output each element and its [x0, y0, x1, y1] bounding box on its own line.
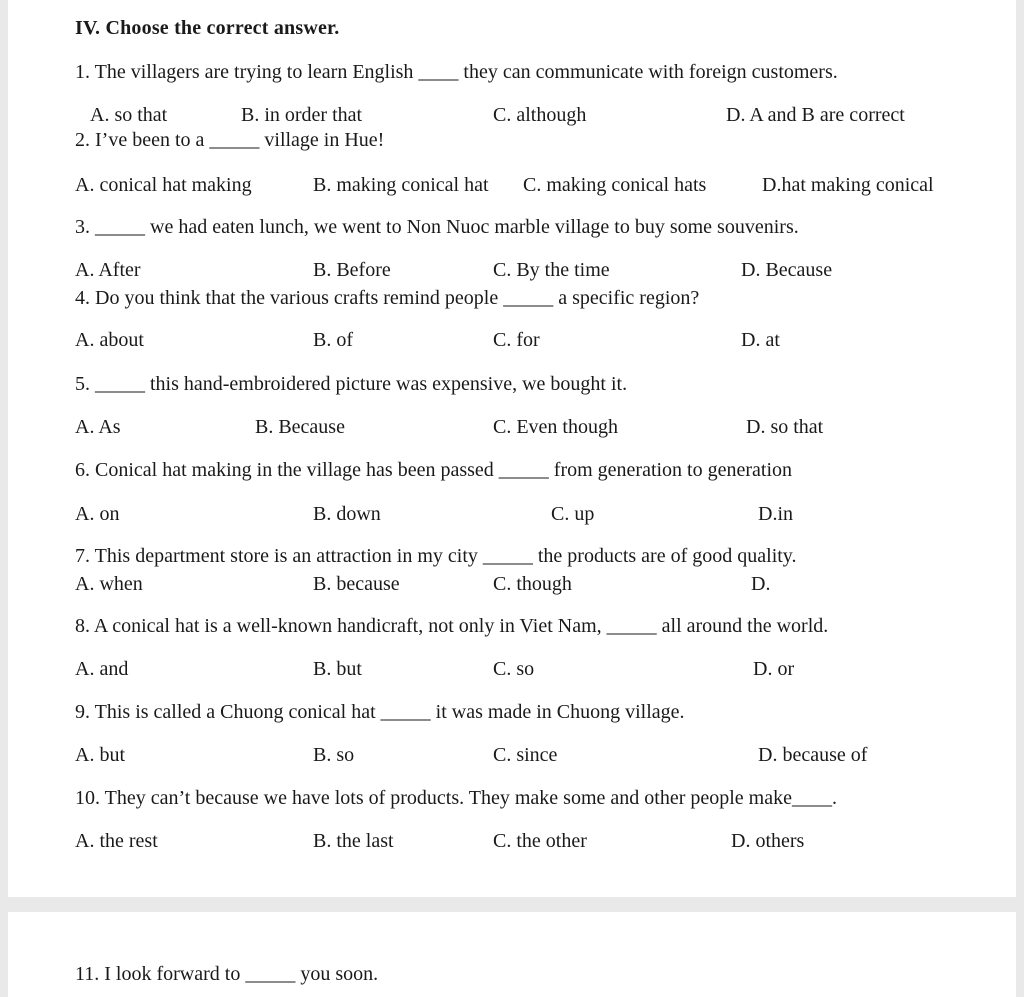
q4-option-b: B. of: [313, 329, 353, 351]
q2-option-b: B. making conical hat: [313, 174, 489, 196]
q1-option-c: C. although: [493, 104, 587, 126]
q10-option-b: B. the last: [313, 830, 394, 852]
q1-option-d: D. A and B are correct: [726, 104, 905, 126]
q7-option-d: D.: [751, 573, 771, 595]
q2-option-d: D.hat making conical: [762, 174, 934, 196]
q3-option-a: A. After: [75, 259, 141, 281]
q5-option-d: D. so that: [746, 416, 824, 438]
q10-option-a: A. the rest: [75, 830, 158, 852]
question-10: 10. They can’t because we have lots of products. They make some and other people make____.: [75, 787, 837, 809]
q3-option-c: C. By the time: [493, 259, 610, 281]
question-8: 8. A conical hat is a well-known handicraft, not only in Viet Nam, _____ all around the world.: [75, 615, 829, 637]
q2-option-c: C. making conical hats: [523, 174, 707, 196]
q5-option-b: B. Because: [255, 416, 345, 438]
q8-option-b: B. but: [313, 658, 362, 680]
q3-option-d: D. Because: [741, 259, 833, 281]
q7-option-b: B. because: [313, 573, 400, 595]
q10-option-c: C. the other: [493, 830, 587, 852]
q5-option-a: A. As: [75, 416, 121, 438]
worksheet-page-1: [8, 0, 1016, 897]
question-9: 9. This is called a Chuong conical hat _____ it was made in Chuong village.: [75, 701, 685, 723]
q9-option-b: B. so: [313, 744, 355, 766]
question-5: 5. _____ this hand-embroidered picture was expensive, we bought it.: [75, 373, 628, 395]
q9-option-d: D. because of: [758, 744, 868, 766]
q8-option-a: A. and: [75, 658, 129, 680]
q8-option-c: C. so: [493, 658, 535, 680]
question-3: 3. _____ we had eaten lunch, we went to Non Nuoc marble village to buy some souvenirs.: [75, 216, 799, 238]
q7-option-a: A. when: [75, 573, 143, 595]
q9-option-c: C. since: [493, 744, 558, 766]
worksheet-page-2: [8, 912, 1016, 997]
q6-option-c: C. up: [551, 503, 595, 525]
question-4: 4. Do you think that the various crafts remind people _____ a specific region?: [75, 287, 700, 309]
question-7: 7. This department store is an attraction in my city _____ the products are of good quality.: [75, 545, 797, 567]
q9-option-a: A. but: [75, 744, 125, 766]
question-6: 6. Conical hat making in the village has been passed _____ from generation to generation: [75, 459, 793, 481]
q6-option-b: B. down: [313, 503, 381, 525]
q7-option-c: C. though: [493, 573, 572, 595]
q1-option-a: A. so that: [90, 104, 168, 126]
q4-option-c: C. for: [493, 329, 540, 351]
q6-option-a: A. on: [75, 503, 120, 525]
q6-option-d: D.in: [758, 503, 793, 525]
q10-option-d: D. others: [731, 830, 805, 852]
q3-option-b: B. Before: [313, 259, 391, 281]
q2-option-a: A. conical hat making: [75, 174, 252, 196]
question-1: 1. The villagers are trying to learn English ____ they can communicate with foreign customers.: [75, 61, 838, 83]
q8-option-d: D. or: [753, 658, 795, 680]
question-2: 2. I’ve been to a _____ village in Hue!: [75, 129, 385, 151]
q1-option-b: B. in order that: [241, 104, 363, 126]
section-title: IV. Choose the correct answer.: [75, 17, 340, 39]
q4-option-d: D. at: [741, 329, 780, 351]
q5-option-c: C. Even though: [493, 416, 618, 438]
question-11: 11. I look forward to _____ you soon.: [75, 963, 379, 985]
q4-option-a: A. about: [75, 329, 144, 351]
